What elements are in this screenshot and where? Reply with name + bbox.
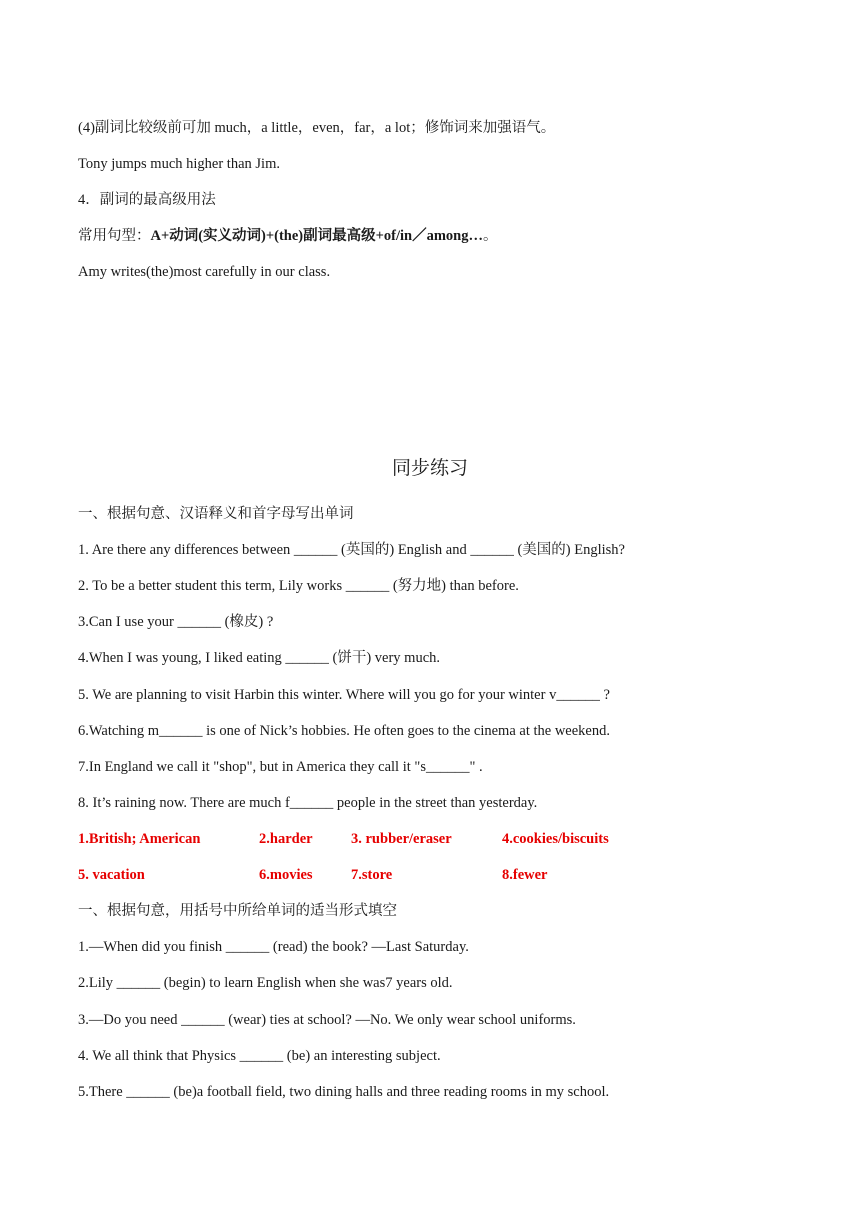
pattern-end: 。 xyxy=(483,228,498,244)
grammar-note-comparative: (4)副词比较级前可加 much，a little，even，far，a lot；修饰词来加强语气。 xyxy=(78,120,556,136)
part2-question: 2.Lily ______ (begin) to learn English when she was7 years old. xyxy=(78,975,453,991)
part2-heading: 一、根据句意，用括号中所给单词的适当形式填空 xyxy=(78,903,397,919)
part2-question: 4. We all think that Physics ______ (be) an interesting subject. xyxy=(78,1048,441,1064)
part2-question: 3.—Do you need ______ (wear) ties at school? —No. We only wear school uniforms. xyxy=(78,1012,576,1028)
part1-question: 1. Are there any differences between ______ (英国的) English and ______ (美国的) English? xyxy=(78,542,625,558)
part1-question: 2. To be a better student this term, Lily works ______ (努力地) than before. xyxy=(78,578,519,594)
answer-item: 6.movies xyxy=(259,867,313,883)
grammar-example-comparative: Tony jumps much higher than Jim. xyxy=(78,156,280,172)
section-title: 同步练习 xyxy=(391,457,468,479)
part1-heading: 一、根据句意、汉语释义和首字母写出单词 xyxy=(78,506,354,522)
part1-question: 5. We are planning to visit Harbin this winter. Where will you go for your winter v______ ? xyxy=(78,687,610,703)
grammar-sentence-pattern xyxy=(78,227,498,245)
part1-question: 8. It’s raining now. There are much f______ people in the street than yesterday. xyxy=(78,795,538,811)
answer-item: 5. vacation xyxy=(78,867,145,883)
answer-item: 1.British; American xyxy=(78,831,201,847)
answer-item: 8.fewer xyxy=(502,867,548,883)
pattern-label: 常用句型： xyxy=(78,228,151,244)
part1-question: 4.When I was young, I liked eating ______ (饼干) very much. xyxy=(78,650,441,666)
answer-item: 4.cookies/biscuits xyxy=(502,831,609,847)
part1-question: 3.Can I use your ______ (橡皮) ? xyxy=(78,614,274,630)
answer-item: 2.harder xyxy=(259,831,313,847)
part1-question: 6.Watching m______ is one of Nick’s hobbies. He often goes to the cinema at the weekend. xyxy=(78,723,610,739)
grammar-subheading-superlative: 4．副词的最高级用法 xyxy=(78,192,216,208)
answer-item: 3. rubber/eraser xyxy=(351,831,452,847)
part1-question: 7.In England we call it "shop", but in America they call it "s______" . xyxy=(78,759,483,775)
part2-question: 1.—When did you finish ______ (read) the book? —Last Saturday. xyxy=(78,939,469,955)
pattern-formula: A+动词(实义动词)+(the)副词最高级+of/in／among… xyxy=(150,228,483,244)
answer-item: 7.store xyxy=(351,867,393,883)
grammar-example-superlative: Amy writes(the)most carefully in our class. xyxy=(78,264,331,280)
part2-question: 5.There ______ (be)a football field, two dining halls and three reading rooms in my school. xyxy=(78,1084,610,1100)
